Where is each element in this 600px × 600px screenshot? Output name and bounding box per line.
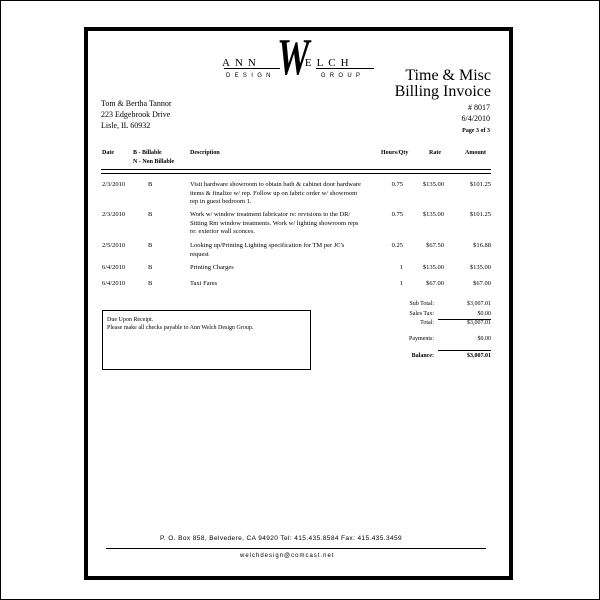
row-description: Visit hardware showroom to obtain bath & cabinet door hardware items & finalize w/ rep. Follow up on fabric order w/ showroom rep in guest bedroom 1.: [190, 181, 361, 205]
row-date: 2/3/2010: [102, 211, 126, 218]
row-qty: 1: [399, 264, 403, 271]
footer-address: P. O. Box 858, Belvedere, CA 94920 Tel: 415.435.8584 Fax: 415.435.3459: [160, 535, 403, 542]
header-billable: B - Billable: [133, 150, 162, 156]
row-qty: 0.25: [391, 242, 403, 249]
header-rate: Rate: [429, 150, 441, 156]
row-qty: 0.75: [391, 211, 403, 218]
row-qty: 0.75: [391, 181, 403, 188]
row-rate: $135.00: [422, 264, 444, 271]
row-code: B: [148, 280, 153, 287]
invoice-title-line1: Time & Misc: [405, 67, 491, 84]
sales-tax-label: Sales Tax:: [409, 311, 434, 317]
row-description: Looking up/Printing Lighting specification for TM per JC's request: [190, 242, 345, 258]
invoice-title-line2: Billing Invoice: [394, 83, 491, 100]
payments-value: $0.00: [477, 336, 491, 342]
invoice-number: # 8017: [468, 103, 490, 112]
total-label: Total:: [420, 320, 434, 326]
row-amount: $67.00: [473, 280, 491, 287]
row-rate: $135.00: [422, 181, 444, 188]
header-rule: [101, 169, 491, 174]
row-description: Printing Charges: [190, 264, 234, 271]
row-rate: $67.00: [426, 280, 444, 287]
header-nonbillable: N - Non Billable: [133, 159, 175, 165]
header-hours: Hours/Qty: [381, 150, 409, 156]
row-description: Taxi Fares: [190, 280, 218, 287]
footer-rule: [106, 548, 486, 549]
client-city: Lisle, IL 60932: [101, 121, 151, 130]
sales-tax-value: $0.00: [477, 311, 491, 317]
payments-label: Payments:: [409, 336, 434, 342]
row-amount: $16.88: [473, 242, 491, 249]
logo-name: ANN ELCH: [222, 57, 354, 69]
logo-w-mark: W: [277, 29, 310, 86]
footer-email: welchdesign@comcast.net: [240, 553, 335, 559]
payment-note-box: [102, 310, 311, 370]
balance-value: $3,007.01: [467, 353, 491, 359]
row-code: B: [148, 181, 153, 188]
row-rate: $135.00: [422, 211, 444, 218]
row-amount: $101.25: [469, 181, 491, 188]
total-value: $3,007.01: [467, 320, 491, 326]
row-date: 2/3/2010: [102, 181, 126, 188]
subtotal-label: Sub Total:: [409, 301, 434, 307]
client-street: 223 Edgebrook Drive: [101, 110, 171, 119]
row-date: 6/4/2010: [102, 264, 126, 271]
row-code: B: [148, 264, 153, 271]
row-amount: $101.25: [469, 211, 491, 218]
header-date: Date: [102, 150, 114, 156]
row-rate: $67.50: [426, 242, 444, 249]
balance-rule: [438, 350, 491, 351]
balance-label: Balance:: [411, 353, 434, 359]
note-terms: Due Upon Receipt.: [107, 317, 154, 323]
header-amount: Amount: [465, 150, 487, 156]
subtotal-value: $3,007.01: [467, 301, 491, 307]
row-code: B: [148, 242, 153, 249]
logo-tagline: DESIGN GROUP: [226, 73, 365, 79]
row-qty: 1: [399, 280, 403, 287]
note-checks: Please make all checks payable to Ann Welch Design Group.: [107, 325, 254, 331]
header-description: Description: [190, 150, 220, 156]
row-description: Work w/ window treatment fabricator re: revisions to the DR/ Sitting Rm window treatments. Work w/ lighting showroom reps re: exterior wall sconces.: [190, 211, 359, 235]
client-name: Tom & Bertha Tannor: [101, 99, 172, 108]
row-amount: $135.00: [469, 264, 491, 271]
row-date: 6/4/2010: [102, 280, 126, 287]
row-date: 2/5/2010: [102, 242, 126, 249]
row-code: B: [148, 211, 153, 218]
invoice-date: 6/4/2010: [461, 114, 490, 123]
logo-rule-right: [316, 68, 374, 69]
logo-rule-left: [224, 68, 280, 69]
page-indicator: Page 3 of 3: [462, 128, 490, 134]
